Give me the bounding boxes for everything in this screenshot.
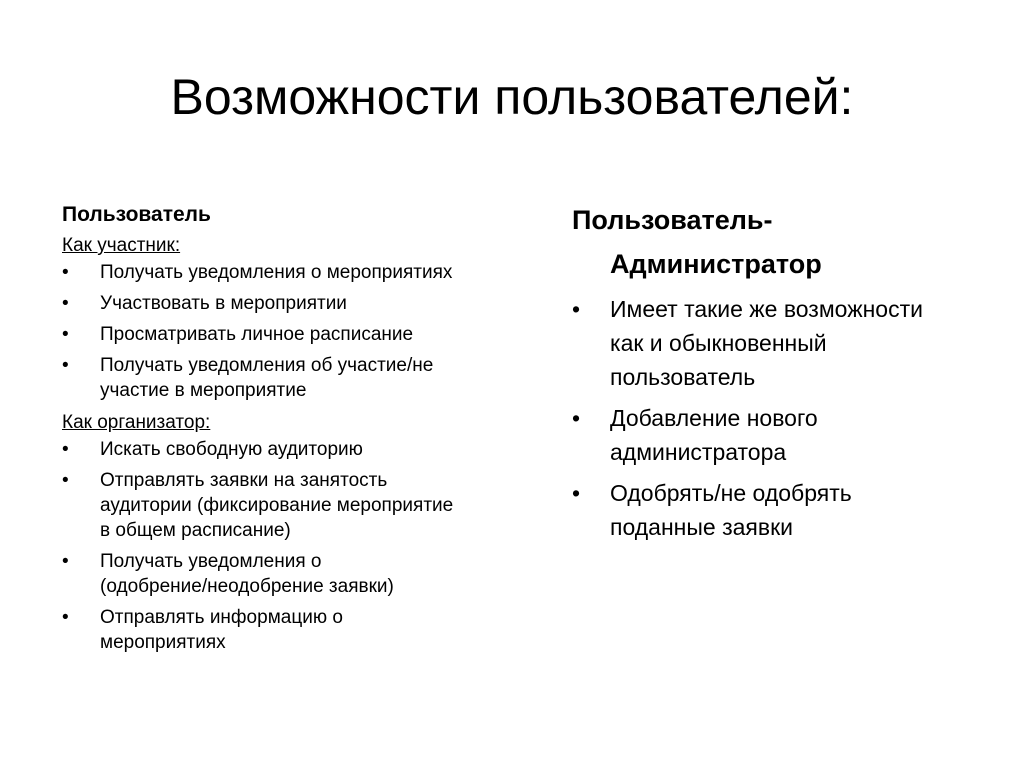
list-item [572,401,1002,469]
bullet-icon: • [62,262,69,283]
bullet-icon: • [62,324,69,345]
user-heading: Пользователь [62,203,211,226]
list-item-text: Добавление нового [610,405,818,431]
admin-heading [572,198,1002,286]
list-item-text: Одобрять/не одобрять [610,480,852,506]
list-item [62,353,562,403]
section-label: Как организатор: [62,412,211,433]
section-label: Как участник: [62,235,181,256]
list-item-text: в общем расписание) [100,520,291,541]
admin-column [572,198,1002,551]
bullet-icon: • [62,551,69,572]
list-item [62,437,562,462]
section-list [62,437,562,655]
list-item [62,322,562,347]
list-item [62,291,562,316]
list-item-text: Отправлять информацию о [100,607,343,628]
list-item [62,549,562,599]
list-item-text: мероприятиях [100,632,226,653]
bullet-icon: • [62,439,69,460]
list-item-text: как и обыкновенный [610,330,827,356]
list-item-text: Получать уведомления о [100,551,322,572]
list-item-text: Искать свободную аудиторию [100,439,363,460]
list-item-text: поданные заявки [610,514,793,540]
list-item-text: аудитории (фиксирование мероприятие [100,495,454,516]
list-item-text: (одобрение/неодобрение заявки) [100,576,394,597]
bullet-icon: • [62,355,69,376]
bullet-icon: • [572,405,581,431]
admin-heading-line2: Администратор [610,249,822,279]
admin-capabilities-list [572,292,1002,544]
list-item-text: Просматривать личное расписание [100,324,414,345]
list-item-text: участие в мероприятие [100,380,307,401]
list-item-text: пользователь [610,364,756,390]
list-item-text: администратора [610,439,787,465]
slide-title: Возможности пользователей: [170,69,854,125]
list-item-text: Отправлять заявки на занятость [100,470,388,491]
list-item [62,605,562,655]
list-item-text: Имеет такие же возможности [610,296,923,322]
list-item [572,476,1002,544]
list-item [572,292,1002,394]
bullet-icon: • [572,480,581,506]
user-sections [62,232,562,655]
bullet-icon: • [62,607,69,628]
list-item-text: Участвовать в мероприятии [100,293,347,314]
list-item-text: Получать уведомления о мероприятиях [100,262,453,283]
list-item-text: Получать уведомления об участие/не [100,355,434,376]
list-item [62,260,562,285]
section-list [62,260,562,403]
bullet-icon: • [572,296,581,322]
bullet-icon: • [62,293,69,314]
admin-heading-line1: Пользователь- [572,205,773,235]
bullet-icon: • [62,470,69,491]
user-column [62,198,562,661]
list-item [62,468,562,543]
